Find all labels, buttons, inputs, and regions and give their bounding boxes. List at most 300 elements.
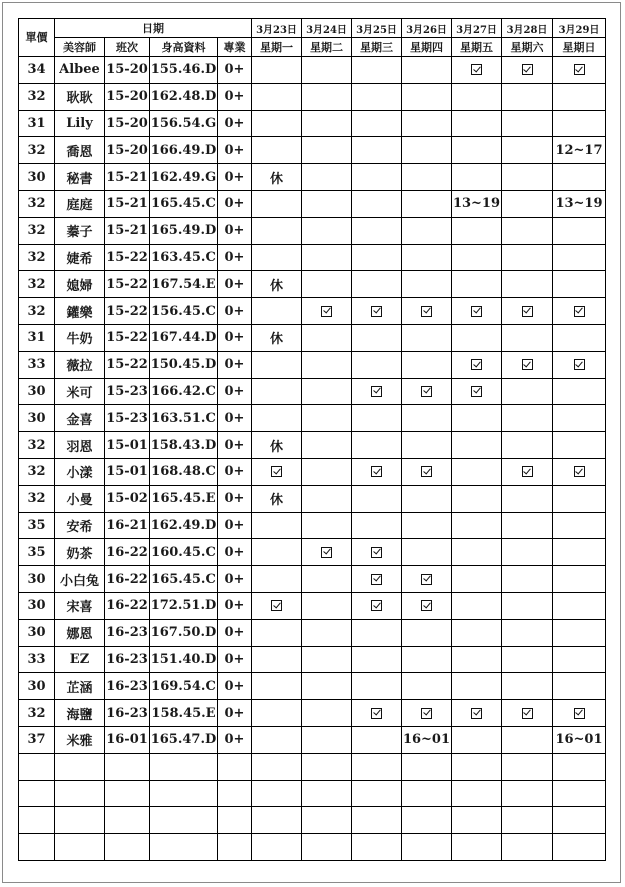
height-data-cell: 165.45.C <box>150 190 218 217</box>
empty-cell <box>105 753 150 780</box>
empty-cell <box>553 780 606 807</box>
class-header: 班次 <box>105 38 150 57</box>
day-cell <box>502 298 553 325</box>
beautician-name-cell: 安希 <box>55 512 105 539</box>
day-cell <box>553 244 606 271</box>
date-header: 3月23日 <box>252 19 302 38</box>
day-cell <box>252 378 302 405</box>
day-cell <box>402 458 452 485</box>
empty-cell <box>302 780 352 807</box>
price-cell: 32 <box>19 458 55 485</box>
day-cell <box>502 700 553 727</box>
specialty-cell: 0+ <box>218 539 252 566</box>
day-cell-text: 休 <box>269 439 283 455</box>
day-cell <box>352 405 402 432</box>
height-data-cell: 156.54.G <box>150 110 218 137</box>
weekday-header: 星期二 <box>302 38 352 57</box>
beautician-name-cell: 蓁子 <box>55 217 105 244</box>
day-cell <box>553 726 606 753</box>
specialty-cell: 0+ <box>218 164 252 191</box>
beautician-name-cell: 海鹽 <box>55 700 105 727</box>
class-cell: 15-22 <box>105 351 150 378</box>
empty-cell <box>502 780 553 807</box>
height-data-cell: 165.45.E <box>150 485 218 512</box>
class-cell: 16-22 <box>105 592 150 619</box>
date-header: 3月29日 <box>553 19 606 38</box>
day-cell-text: 12~17 <box>555 142 603 158</box>
day-cell <box>252 217 302 244</box>
height-data-cell: 163.51.C <box>150 405 218 432</box>
day-cell <box>352 351 402 378</box>
date-label-header: 日期 <box>55 19 252 38</box>
height-data-cell: 165.47.D <box>150 726 218 753</box>
class-cell: 15-01 <box>105 458 150 485</box>
day-cell <box>502 164 553 191</box>
day-cell <box>302 271 352 298</box>
height-data-cell: 158.45.E <box>150 700 218 727</box>
day-cell <box>402 271 452 298</box>
empty-cell <box>19 807 55 834</box>
day-cell <box>302 619 352 646</box>
day-cell <box>502 458 553 485</box>
day-cell <box>252 57 302 84</box>
class-cell: 15-20 <box>105 137 150 164</box>
table-row <box>19 378 606 405</box>
day-cell <box>502 110 553 137</box>
day-cell <box>402 726 452 753</box>
beautician-name-cell: 芷涵 <box>55 673 105 700</box>
day-cell <box>352 57 402 84</box>
empty-cell <box>402 780 452 807</box>
day-cell <box>302 378 352 405</box>
checkbox-checked-icon <box>574 708 585 719</box>
table-row <box>19 217 606 244</box>
specialty-cell: 0+ <box>218 485 252 512</box>
empty-cell <box>105 780 150 807</box>
day-cell <box>252 83 302 110</box>
table-row <box>19 726 606 753</box>
day-cell <box>553 673 606 700</box>
height-data-cell: 155.46.D <box>150 57 218 84</box>
checkbox-checked-icon <box>574 64 585 75</box>
day-cell <box>553 566 606 593</box>
class-cell: 16-23 <box>105 646 150 673</box>
checkbox-checked-icon <box>574 466 585 477</box>
table-row <box>19 164 606 191</box>
day-cell <box>553 324 606 351</box>
day-cell <box>252 539 302 566</box>
empty-cell <box>55 834 105 861</box>
beautician-name-cell: Albee <box>55 57 105 84</box>
table-row <box>19 458 606 485</box>
checkbox-checked-icon <box>471 64 482 75</box>
beautician-name-cell: 秘書 <box>55 164 105 191</box>
table-row <box>19 83 606 110</box>
checkbox-checked-icon <box>321 547 332 558</box>
day-cell <box>553 110 606 137</box>
day-cell <box>252 324 302 351</box>
day-cell <box>252 458 302 485</box>
class-cell: 15-21 <box>105 190 150 217</box>
empty-cell <box>452 753 502 780</box>
day-cell <box>553 351 606 378</box>
day-cell <box>302 57 352 84</box>
day-cell <box>402 485 452 512</box>
class-cell: 16-21 <box>105 512 150 539</box>
day-cell <box>402 110 452 137</box>
price-cell: 32 <box>19 298 55 325</box>
day-cell <box>302 164 352 191</box>
day-cell <box>502 512 553 539</box>
class-cell: 15-21 <box>105 164 150 191</box>
height-data-cell: 169.54.C <box>150 673 218 700</box>
day-cell <box>352 619 402 646</box>
specialty-cell: 0+ <box>218 592 252 619</box>
price-cell: 34 <box>19 57 55 84</box>
beautician-name-cell: 媳婦 <box>55 271 105 298</box>
day-cell <box>452 83 502 110</box>
height-data-cell: 151.40.D <box>150 646 218 673</box>
price-cell: 32 <box>19 217 55 244</box>
checkbox-checked-icon <box>371 466 382 477</box>
empty-cell <box>302 753 352 780</box>
empty-cell <box>452 780 502 807</box>
day-cell-text: 16~01 <box>402 732 451 748</box>
day-cell <box>452 405 502 432</box>
day-cell <box>452 271 502 298</box>
day-cell <box>352 137 402 164</box>
table-row <box>19 324 606 351</box>
checkbox-checked-icon <box>574 306 585 317</box>
day-cell <box>452 164 502 191</box>
empty-cell <box>502 753 553 780</box>
beautician-name-cell: 小漾 <box>55 458 105 485</box>
beautician-name-cell: 小白兔 <box>55 566 105 593</box>
day-cell <box>502 324 553 351</box>
checkbox-checked-icon <box>421 574 432 585</box>
checkbox-checked-icon <box>471 359 482 370</box>
beautician-name-cell: 娜恩 <box>55 619 105 646</box>
header-row-dates <box>19 19 606 38</box>
day-cell <box>502 619 553 646</box>
empty-cell <box>218 807 252 834</box>
day-cell <box>252 405 302 432</box>
specialty-cell: 0+ <box>218 217 252 244</box>
table-row <box>19 566 606 593</box>
price-cell: 32 <box>19 432 55 459</box>
day-cell <box>452 726 502 753</box>
beautician-name-cell: 婕希 <box>55 244 105 271</box>
height-data-cell: 167.44.D <box>150 324 218 351</box>
height-data-cell: 158.43.D <box>150 432 218 459</box>
day-cell <box>302 432 352 459</box>
day-cell <box>553 512 606 539</box>
checkbox-checked-icon <box>471 306 482 317</box>
class-cell: 15-22 <box>105 298 150 325</box>
checkbox-checked-icon <box>371 708 382 719</box>
empty-cell <box>150 834 218 861</box>
checkbox-checked-icon <box>471 386 482 397</box>
day-cell <box>402 512 452 539</box>
price-cell: 35 <box>19 512 55 539</box>
day-cell-text: 休 <box>269 332 283 348</box>
day-cell <box>553 539 606 566</box>
day-cell <box>402 700 452 727</box>
day-cell <box>502 432 553 459</box>
specialty-cell: 0+ <box>218 673 252 700</box>
day-cell <box>352 673 402 700</box>
table-row <box>19 405 606 432</box>
day-cell <box>352 512 402 539</box>
date-header: 3月24日 <box>302 19 352 38</box>
day-cell <box>252 485 302 512</box>
day-cell <box>502 57 553 84</box>
table-row <box>19 190 606 217</box>
day-cell <box>502 244 553 271</box>
checkbox-checked-icon <box>371 306 382 317</box>
beautician-name-cell: 米可 <box>55 378 105 405</box>
checkbox-checked-icon <box>522 466 533 477</box>
specialty-cell: 0+ <box>218 405 252 432</box>
class-cell: 15-02 <box>105 485 150 512</box>
empty-cell <box>553 807 606 834</box>
day-cell <box>452 324 502 351</box>
beautician-name-cell: 宋喜 <box>55 592 105 619</box>
table-row <box>19 619 606 646</box>
checkbox-checked-icon <box>522 359 533 370</box>
day-cell <box>402 619 452 646</box>
empty-cell <box>502 834 553 861</box>
day-cell <box>452 137 502 164</box>
empty-cell <box>402 834 452 861</box>
empty-cell <box>302 834 352 861</box>
day-cell <box>402 244 452 271</box>
specialty-cell: 0+ <box>218 700 252 727</box>
empty-row <box>19 834 606 861</box>
day-cell-text: 休 <box>269 493 283 509</box>
day-cell <box>352 700 402 727</box>
day-cell <box>252 673 302 700</box>
day-cell <box>553 190 606 217</box>
checkbox-checked-icon <box>371 547 382 558</box>
specialty-header: 專業 <box>218 38 252 57</box>
empty-cell <box>218 753 252 780</box>
empty-cell <box>252 753 302 780</box>
day-cell <box>502 405 553 432</box>
day-cell <box>452 217 502 244</box>
header-row-columns <box>19 38 606 57</box>
day-cell <box>352 432 402 459</box>
day-cell <box>452 190 502 217</box>
price-cell: 32 <box>19 190 55 217</box>
day-cell <box>402 190 452 217</box>
specialty-cell: 0+ <box>218 190 252 217</box>
price-cell: 35 <box>19 539 55 566</box>
day-cell <box>352 378 402 405</box>
day-cell <box>352 592 402 619</box>
day-cell <box>352 190 402 217</box>
table-row <box>19 271 606 298</box>
table-row <box>19 673 606 700</box>
price-cell: 30 <box>19 619 55 646</box>
class-cell: 15-21 <box>105 217 150 244</box>
specialty-cell: 0+ <box>218 271 252 298</box>
table-row <box>19 298 606 325</box>
empty-row <box>19 780 606 807</box>
specialty-cell: 0+ <box>218 646 252 673</box>
day-cell <box>452 646 502 673</box>
beautician-name-cell: EZ <box>55 646 105 673</box>
table-row <box>19 592 606 619</box>
empty-cell <box>252 834 302 861</box>
class-cell: 15-22 <box>105 271 150 298</box>
day-cell <box>452 244 502 271</box>
day-cell <box>553 592 606 619</box>
beautician-name-cell: 喬恩 <box>55 137 105 164</box>
day-cell <box>402 217 452 244</box>
class-cell: 16-22 <box>105 566 150 593</box>
price-cell: 30 <box>19 405 55 432</box>
day-cell <box>252 110 302 137</box>
date-header: 3月27日 <box>452 19 502 38</box>
weekday-header: 星期五 <box>452 38 502 57</box>
day-cell <box>302 512 352 539</box>
height-data-cell: 162.49.D <box>150 512 218 539</box>
checkbox-checked-icon <box>421 306 432 317</box>
beautician-name-cell: 牛奶 <box>55 324 105 351</box>
empty-cell <box>19 780 55 807</box>
beautician-name-cell: 耿耿 <box>55 83 105 110</box>
day-cell <box>452 539 502 566</box>
specialty-cell: 0+ <box>218 458 252 485</box>
height-data-cell: 156.45.C <box>150 298 218 325</box>
empty-cell <box>252 780 302 807</box>
day-cell <box>302 405 352 432</box>
class-cell: 15-22 <box>105 324 150 351</box>
day-cell <box>452 566 502 593</box>
beautician-name-cell: 金喜 <box>55 405 105 432</box>
price-cell: 30 <box>19 164 55 191</box>
day-cell <box>402 83 452 110</box>
price-cell: 31 <box>19 324 55 351</box>
beautician-name-cell: 羽恩 <box>55 432 105 459</box>
empty-cell <box>252 807 302 834</box>
checkbox-checked-icon <box>371 386 382 397</box>
specialty-cell: 0+ <box>218 244 252 271</box>
price-cell: 31 <box>19 110 55 137</box>
height-data-cell: 160.45.C <box>150 539 218 566</box>
table-row <box>19 351 606 378</box>
price-cell: 32 <box>19 83 55 110</box>
price-cell: 33 <box>19 351 55 378</box>
day-cell <box>452 458 502 485</box>
checkbox-checked-icon <box>271 466 282 477</box>
day-cell <box>502 592 553 619</box>
day-cell <box>352 83 402 110</box>
table-row <box>19 432 606 459</box>
checkbox-checked-icon <box>271 600 282 611</box>
price-header: 單價 <box>19 19 55 57</box>
empty-cell <box>402 753 452 780</box>
specialty-cell: 0+ <box>218 726 252 753</box>
empty-cell <box>55 753 105 780</box>
day-cell <box>402 378 452 405</box>
weekday-header-sunday: 星期日 <box>553 38 606 57</box>
day-cell <box>502 351 553 378</box>
height-data-cell: 165.49.D <box>150 217 218 244</box>
day-cell <box>252 566 302 593</box>
day-cell-text: 13~19 <box>555 196 603 212</box>
day-cell-text: 休 <box>269 171 283 187</box>
day-cell <box>502 726 553 753</box>
day-cell <box>452 110 502 137</box>
weekday-header: 星期三 <box>352 38 402 57</box>
beautician-name-cell: 庭庭 <box>55 190 105 217</box>
checkbox-checked-icon <box>522 64 533 75</box>
price-cell: 32 <box>19 485 55 512</box>
day-cell <box>252 726 302 753</box>
day-cell-text: 16~01 <box>555 732 603 748</box>
height-data-cell: 162.48.D <box>150 83 218 110</box>
day-cell <box>402 324 452 351</box>
class-cell: 15-01 <box>105 432 150 459</box>
day-cell <box>553 217 606 244</box>
day-cell <box>553 405 606 432</box>
empty-cell <box>452 807 502 834</box>
empty-cell <box>402 807 452 834</box>
beautician-name-cell: 米雅 <box>55 726 105 753</box>
height-data-cell: 168.48.C <box>150 458 218 485</box>
day-cell <box>402 592 452 619</box>
day-cell <box>553 619 606 646</box>
day-cell <box>452 351 502 378</box>
specialty-cell: 0+ <box>218 83 252 110</box>
day-cell <box>452 700 502 727</box>
beautician-header: 美容師 <box>55 38 105 57</box>
day-cell <box>402 566 452 593</box>
specialty-cell: 0+ <box>218 566 252 593</box>
day-cell <box>502 217 553 244</box>
table-row <box>19 110 606 137</box>
table-row <box>19 539 606 566</box>
class-cell: 16-22 <box>105 539 150 566</box>
price-cell: 32 <box>19 700 55 727</box>
specialty-cell: 0+ <box>218 619 252 646</box>
empty-cell <box>105 834 150 861</box>
day-cell <box>302 485 352 512</box>
price-cell: 37 <box>19 726 55 753</box>
checkbox-checked-icon <box>371 600 382 611</box>
empty-cell <box>150 753 218 780</box>
height-data-cell: 150.45.D <box>150 351 218 378</box>
day-cell <box>352 164 402 191</box>
class-cell: 15-20 <box>105 83 150 110</box>
day-cell <box>352 244 402 271</box>
empty-cell <box>352 753 402 780</box>
checkbox-checked-icon <box>574 359 585 370</box>
day-cell <box>452 592 502 619</box>
day-cell <box>302 458 352 485</box>
day-cell <box>402 137 452 164</box>
day-cell <box>302 351 352 378</box>
day-cell <box>352 726 402 753</box>
class-cell: 15-23 <box>105 378 150 405</box>
empty-cell <box>55 780 105 807</box>
day-cell <box>302 190 352 217</box>
day-cell <box>502 271 553 298</box>
day-cell <box>553 164 606 191</box>
checkbox-checked-icon <box>321 306 332 317</box>
